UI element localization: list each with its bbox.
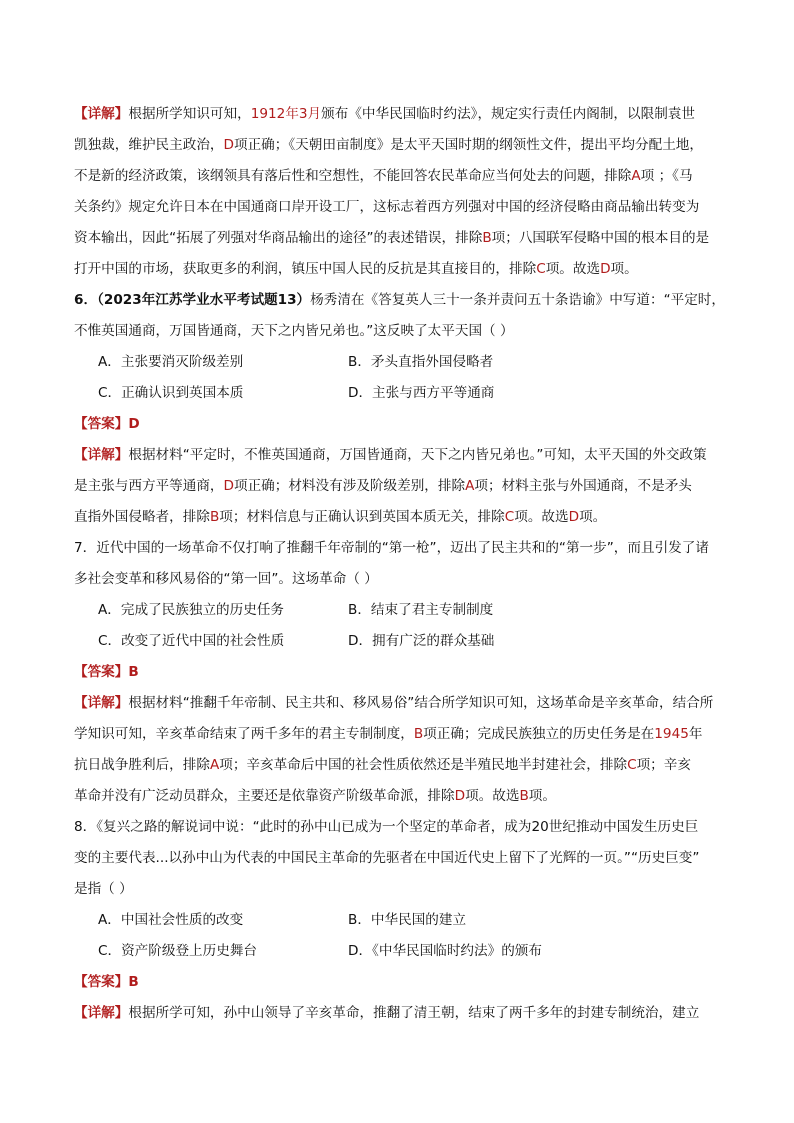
q5-detail-line-3: 不是新的经济政策，该纲领具有落后性和空想性，不能回答农民革命应当何处去的问题，排除A项 ；《马 — [74, 168, 693, 184]
q8-detail-line-1: 【详解】根据所学可知，孙中山领导了辛亥革命，推翻了清王朝，结束了两千多年的封建专制统治，建立 — [74, 1005, 700, 1021]
q6-option-d: D．主张与西方平等通商 — [348, 385, 495, 401]
q8-option-b: B．中华民国的建立 — [348, 912, 467, 928]
q8-stem-line-1: 8．《复兴之路的解说词中说：“此时的孙中山已成为一个坚定的革命者，成为20世纪推动中国发生历史巨 — [74, 819, 699, 835]
q7-stem-line-1: 7．近代中国的一场革命不仅打响了推翻千年帝制的“第一枪”，迈出了民主共和的“第一步”，而且引发了诸 — [74, 540, 709, 556]
q6-answer: 【答案】D — [74, 416, 140, 432]
q6-detail-line-2: 是主张与西方平等通商，D项正确；材料没有涉及阶级差别，排除A项；材料主张与外国通商，不是矛头 — [74, 478, 692, 494]
q7-detail-line-2: 学知识可知，辛亥革命结束了两千多年的君主专制制度，B项正确；完成民族独立的历史任务是在1945年 — [74, 726, 703, 742]
q5-detail-line-6: 打开中国的市场，获取更多的利润，镇压中国人民的反抗是其直接目的，排除C项。故选D项。 — [74, 261, 638, 277]
q6-detail-line-3: 直指外国侵略者，排除B项；材料信息与正确认识到英国本质无关，排除C项。故选D项。 — [74, 509, 607, 525]
q5-detail-line-5: 资本输出，因此“拓展了列强对华商品输出的途径”的表述错误，排除B项；八国联军侵略中国的根本目的是 — [74, 230, 710, 246]
q7-stem-line-2: 多社会变革和移风易俗的“第一回”。这场革命（ ） — [74, 571, 378, 587]
q7-detail-line-4: 革命并没有广泛动员群众，主要还是依靠资产阶级革命派，排除D项。故选B项。 — [74, 788, 556, 804]
q8-option-a: A．中国社会性质的改变 — [98, 912, 244, 928]
q6-stem-line-2: 不惟英国通商，万国皆通商，天下之内皆兄弟也。”这反映了太平天国（ ） — [74, 323, 514, 339]
question-source: （2023年江苏学业水平考试题13） — [97, 292, 311, 308]
q6-detail-line-1: 【详解】根据材料“平定时，不惟英国通商，万国皆通商，天下之内皆兄弟也。”可知，太平天国的外交政策 — [74, 447, 707, 463]
q7-detail-line-1: 【详解】根据材料“推翻千年帝制、民主共和、移风易俗”结合所学知识可知，这场革命是辛亥革命，结合所 — [74, 695, 714, 711]
q7-option-a: A．完成了民族独立的历史任务 — [98, 602, 285, 618]
q6-option-b: B．矛头直指外国侵略者 — [348, 354, 494, 370]
q8-stem-line-2: 变的主要代表...以孙中山为代表的中国民主革命的先驱者在中国近代史上留下了光辉的一页。”“历史巨变” — [74, 850, 700, 866]
q7-detail-line-3: 抗日战争胜利后，排除A项；辛亥革命后中国的社会性质依然还是半殖民地半封建社会，排除C项；辛亥 — [74, 757, 691, 773]
q8-stem-line-3: 是指（ ） — [74, 881, 133, 897]
q8-option-d: D．《中华民国临时约法》的颁布 — [348, 943, 542, 959]
q7-option-c: C．改变了近代中国的社会性质 — [98, 633, 285, 649]
q6-option-c: C．正确认识到英国本质 — [98, 385, 244, 401]
q6-stem-line-1: 6．（2023年江苏学业水平考试题13）杨秀清在《答复英人三十一条并责问五十条诰谕》中写道：“平定时， — [74, 292, 725, 308]
q6-option-a: A．主张要消灭阶级差别 — [98, 354, 244, 370]
q5-detail-line-1: 【详解】根据所学知识可知，1912年3月颁布《中华民国临时约法》，规定实行责任内阁制，以限制袁世 — [74, 106, 695, 122]
q5-detail-line-2: 凯独裁，维护民主政治，D项正确；《天朝田亩制度》是太平天国时期的纲领性文件，提出平均分配土地， — [74, 137, 703, 153]
q8-option-c: C．资产阶级登上历史舞台 — [98, 943, 258, 959]
detail-tag: 【详解】 — [74, 106, 129, 122]
q5-detail-line-4: 关条约》规定允许日本在中国通商口岸开设工厂，这标志着西方列强对中国的经济侵略由商品输出转变为 — [74, 199, 700, 215]
q8-answer: 【答案】B — [74, 974, 139, 990]
q7-answer: 【答案】B — [74, 664, 139, 680]
question-number: 6． — [74, 292, 98, 308]
q7-option-b: B．结束了君主专制制度 — [348, 602, 494, 618]
q7-option-d: D．拥有广泛的群众基础 — [348, 633, 495, 649]
